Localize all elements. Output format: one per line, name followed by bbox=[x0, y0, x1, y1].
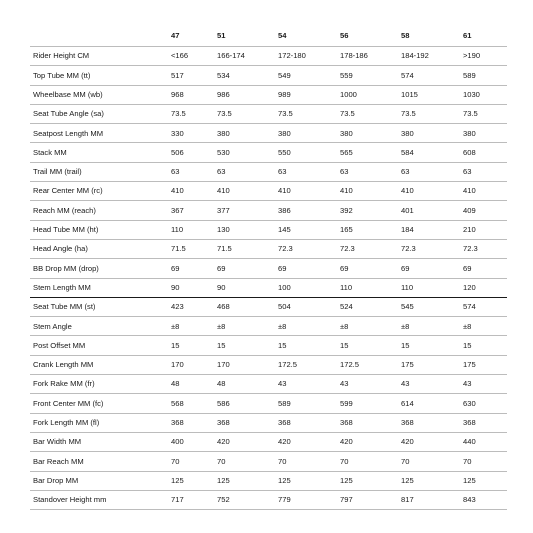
table-cell: 125 bbox=[276, 471, 338, 490]
table-cell: 48 bbox=[215, 375, 276, 394]
table-cell: 614 bbox=[399, 394, 461, 413]
row-label: Crank Length MM bbox=[30, 355, 169, 374]
table-cell: 599 bbox=[338, 394, 399, 413]
table-cell: 368 bbox=[338, 413, 399, 432]
table-row bbox=[30, 317, 507, 336]
table-cell: 166-174 bbox=[215, 47, 276, 66]
table-cell: 409 bbox=[461, 201, 507, 220]
table-cell: 589 bbox=[276, 394, 338, 413]
table-cell: 110 bbox=[169, 220, 215, 239]
table-row bbox=[30, 104, 507, 123]
row-label: Head Tube MM (ht) bbox=[30, 220, 169, 239]
table-row bbox=[30, 394, 507, 413]
row-label: Wheelbase MM (wb) bbox=[30, 85, 169, 104]
row-label: Top Tube MM (tt) bbox=[30, 66, 169, 85]
table-row bbox=[30, 66, 507, 85]
table-cell: 545 bbox=[399, 297, 461, 316]
table-cell: 797 bbox=[338, 490, 399, 509]
table-cell: 175 bbox=[399, 355, 461, 374]
table-row bbox=[30, 490, 507, 509]
table-cell: 125 bbox=[461, 471, 507, 490]
table-cell: 48 bbox=[169, 375, 215, 394]
table-cell: 15 bbox=[169, 336, 215, 355]
table-cell: 125 bbox=[338, 471, 399, 490]
table-cell: 69 bbox=[338, 259, 399, 278]
row-label: Bar Drop MM bbox=[30, 471, 169, 490]
table-cell: 69 bbox=[169, 259, 215, 278]
row-label: Stem Length MM bbox=[30, 278, 169, 297]
size-header: 56 bbox=[340, 30, 349, 40]
table-cell: 565 bbox=[338, 143, 399, 162]
table-cell: 986 bbox=[215, 85, 276, 104]
table-cell: ±8 bbox=[399, 317, 461, 336]
table-cell: 368 bbox=[215, 413, 276, 432]
table-cell: 410 bbox=[338, 182, 399, 201]
table-cell: 504 bbox=[276, 297, 338, 316]
table-cell: 210 bbox=[461, 220, 507, 239]
table-cell: 69 bbox=[461, 259, 507, 278]
table-cell: 410 bbox=[276, 182, 338, 201]
table-row bbox=[30, 162, 507, 181]
table-cell: 574 bbox=[399, 66, 461, 85]
table-cell: 368 bbox=[169, 413, 215, 432]
row-label: Post Offset MM bbox=[30, 336, 169, 355]
table-cell: ±8 bbox=[215, 317, 276, 336]
row-label: Seat Tube Angle (sa) bbox=[30, 104, 169, 123]
table-cell: 506 bbox=[169, 143, 215, 162]
size-header: 51 bbox=[217, 30, 226, 40]
table-row bbox=[30, 124, 507, 143]
table-row bbox=[30, 182, 507, 201]
table-cell: 71.5 bbox=[169, 239, 215, 258]
table-cell: 100 bbox=[276, 278, 338, 297]
table-cell: 70 bbox=[215, 452, 276, 471]
table-cell: 420 bbox=[399, 432, 461, 451]
table-cell: 110 bbox=[399, 278, 461, 297]
table-cell: 70 bbox=[338, 452, 399, 471]
table-row bbox=[30, 432, 507, 451]
table-cell: 380 bbox=[461, 124, 507, 143]
row-label: Seat Tube MM (st) bbox=[30, 297, 169, 316]
table-cell: 968 bbox=[169, 85, 215, 104]
table-cell: 400 bbox=[169, 432, 215, 451]
table-cell: 43 bbox=[338, 375, 399, 394]
row-label: Reach MM (reach) bbox=[30, 201, 169, 220]
table-row bbox=[30, 413, 507, 432]
table-cell: 549 bbox=[276, 66, 338, 85]
table-cell: 175 bbox=[461, 355, 507, 374]
table-cell: 69 bbox=[399, 259, 461, 278]
table-cell: 72.3 bbox=[338, 239, 399, 258]
table-row bbox=[30, 143, 507, 162]
table-cell: 70 bbox=[169, 452, 215, 471]
table-cell: 90 bbox=[215, 278, 276, 297]
size-header: 58 bbox=[401, 30, 410, 40]
size-header: 61 bbox=[463, 30, 472, 40]
table-cell: 165 bbox=[338, 220, 399, 239]
row-label: Fork Rake MM (fr) bbox=[30, 375, 169, 394]
table-cell: 586 bbox=[215, 394, 276, 413]
table-cell: 73.5 bbox=[276, 104, 338, 123]
table-cell: 69 bbox=[215, 259, 276, 278]
table-cell: 410 bbox=[169, 182, 215, 201]
table-cell: 989 bbox=[276, 85, 338, 104]
table-cell: 368 bbox=[461, 413, 507, 432]
table-row bbox=[30, 201, 507, 220]
table-cell: 630 bbox=[461, 394, 507, 413]
table-cell: 386 bbox=[276, 201, 338, 220]
table-cell: 410 bbox=[399, 182, 461, 201]
table-cell: 550 bbox=[276, 143, 338, 162]
table-cell: <166 bbox=[169, 47, 215, 66]
table-cell: 70 bbox=[461, 452, 507, 471]
table-cell: 184-192 bbox=[399, 47, 461, 66]
row-label: Rider Height CM bbox=[30, 47, 169, 66]
table-row bbox=[30, 375, 507, 394]
table-cell: 170 bbox=[215, 355, 276, 374]
size-header: 54 bbox=[278, 30, 287, 40]
table-cell: 15 bbox=[215, 336, 276, 355]
table-cell: 524 bbox=[338, 297, 399, 316]
table-cell: 380 bbox=[215, 124, 276, 143]
row-label: Bar Reach MM bbox=[30, 452, 169, 471]
table-cell: 608 bbox=[461, 143, 507, 162]
size-header-row bbox=[30, 25, 507, 47]
table-cell: 368 bbox=[399, 413, 461, 432]
table-cell: 145 bbox=[276, 220, 338, 239]
table-cell: 63 bbox=[461, 162, 507, 181]
table-cell: 71.5 bbox=[215, 239, 276, 258]
table-row bbox=[30, 471, 507, 490]
row-label: Seatpost Length MM bbox=[30, 124, 169, 143]
table-cell: 172-180 bbox=[276, 47, 338, 66]
table-cell: 440 bbox=[461, 432, 507, 451]
table-cell: 15 bbox=[276, 336, 338, 355]
table-row bbox=[30, 355, 507, 374]
table-cell: 73.5 bbox=[215, 104, 276, 123]
table-cell: 125 bbox=[169, 471, 215, 490]
table-cell: 420 bbox=[338, 432, 399, 451]
table-cell: 368 bbox=[276, 413, 338, 432]
row-label: Rear Center MM (rc) bbox=[30, 182, 169, 201]
row-label: Bar Width MM bbox=[30, 432, 169, 451]
row-label: Front Center MM (fc) bbox=[30, 394, 169, 413]
row-label: BB Drop MM (drop) bbox=[30, 259, 169, 278]
table-cell: 423 bbox=[169, 297, 215, 316]
table-cell: 69 bbox=[276, 259, 338, 278]
table-cell: 380 bbox=[276, 124, 338, 143]
header-empty-cell bbox=[30, 25, 169, 47]
table-row bbox=[30, 85, 507, 104]
table-cell: 15 bbox=[399, 336, 461, 355]
table-cell: ±8 bbox=[338, 317, 399, 336]
table-cell: ±8 bbox=[169, 317, 215, 336]
row-label: Stack MM bbox=[30, 143, 169, 162]
table-cell: 380 bbox=[399, 124, 461, 143]
table-cell: 817 bbox=[399, 490, 461, 509]
row-label: Trail MM (trail) bbox=[30, 162, 169, 181]
table-row bbox=[30, 239, 507, 258]
table-cell: 843 bbox=[461, 490, 507, 509]
table-cell: 72.3 bbox=[461, 239, 507, 258]
table-cell: 530 bbox=[215, 143, 276, 162]
table-row bbox=[30, 278, 507, 297]
table-cell: 70 bbox=[399, 452, 461, 471]
table-cell: >190 bbox=[461, 47, 507, 66]
table-row bbox=[30, 220, 507, 239]
row-label: Stem Angle bbox=[30, 317, 169, 336]
table-row bbox=[30, 336, 507, 355]
table-cell: 70 bbox=[276, 452, 338, 471]
table-cell: 72.3 bbox=[276, 239, 338, 258]
table-cell: 584 bbox=[399, 143, 461, 162]
table-cell: 15 bbox=[338, 336, 399, 355]
table-cell: 420 bbox=[215, 432, 276, 451]
table-row bbox=[30, 297, 507, 316]
table-cell: 73.5 bbox=[169, 104, 215, 123]
table-cell: 43 bbox=[461, 375, 507, 394]
table-cell: 184 bbox=[399, 220, 461, 239]
table-cell: 377 bbox=[215, 201, 276, 220]
table-cell: 73.5 bbox=[338, 104, 399, 123]
table-cell: 110 bbox=[338, 278, 399, 297]
table-cell: 568 bbox=[169, 394, 215, 413]
table-cell: 172.5 bbox=[276, 355, 338, 374]
table-cell: 63 bbox=[276, 162, 338, 181]
row-label: Fork Length MM (fl) bbox=[30, 413, 169, 432]
table-cell: 1015 bbox=[399, 85, 461, 104]
table-cell: 367 bbox=[169, 201, 215, 220]
table-cell: 43 bbox=[399, 375, 461, 394]
row-label: Standover Height mm bbox=[30, 490, 169, 509]
table-cell: 72.3 bbox=[399, 239, 461, 258]
table-cell: 534 bbox=[215, 66, 276, 85]
table-cell: 752 bbox=[215, 490, 276, 509]
table-cell: 559 bbox=[338, 66, 399, 85]
table-cell: 90 bbox=[169, 278, 215, 297]
table-cell: 589 bbox=[461, 66, 507, 85]
table-cell: ±8 bbox=[276, 317, 338, 336]
table-cell: 125 bbox=[215, 471, 276, 490]
size-header: 47 bbox=[171, 30, 180, 40]
table-cell: 15 bbox=[461, 336, 507, 355]
table-cell: 170 bbox=[169, 355, 215, 374]
table-cell: 125 bbox=[399, 471, 461, 490]
table-cell: 401 bbox=[399, 201, 461, 220]
geometry-table bbox=[30, 25, 507, 510]
table-cell: 468 bbox=[215, 297, 276, 316]
table-row bbox=[30, 259, 507, 278]
table-cell: 43 bbox=[276, 375, 338, 394]
table-cell: 420 bbox=[276, 432, 338, 451]
table-row bbox=[30, 47, 507, 66]
table-cell: 410 bbox=[461, 182, 507, 201]
table-cell: 172.5 bbox=[338, 355, 399, 374]
table-cell: 779 bbox=[276, 490, 338, 509]
table-cell: 380 bbox=[338, 124, 399, 143]
table-cell: 517 bbox=[169, 66, 215, 85]
table-cell: 392 bbox=[338, 201, 399, 220]
table-cell: 63 bbox=[338, 162, 399, 181]
table-cell: 120 bbox=[461, 278, 507, 297]
table-cell: 73.5 bbox=[461, 104, 507, 123]
table-cell: 178-186 bbox=[338, 47, 399, 66]
table-cell: 73.5 bbox=[399, 104, 461, 123]
row-label: Head Angle (ha) bbox=[30, 239, 169, 258]
table-cell: 717 bbox=[169, 490, 215, 509]
table-cell: 410 bbox=[215, 182, 276, 201]
table-cell: 1000 bbox=[338, 85, 399, 104]
table-cell: 574 bbox=[461, 297, 507, 316]
table-cell: 63 bbox=[399, 162, 461, 181]
table-cell: 63 bbox=[169, 162, 215, 181]
table-cell: 63 bbox=[215, 162, 276, 181]
table-cell: 1030 bbox=[461, 85, 507, 104]
table-cell: 330 bbox=[169, 124, 215, 143]
table-cell: ±8 bbox=[461, 317, 507, 336]
table-row bbox=[30, 452, 507, 471]
table-cell: 130 bbox=[215, 220, 276, 239]
